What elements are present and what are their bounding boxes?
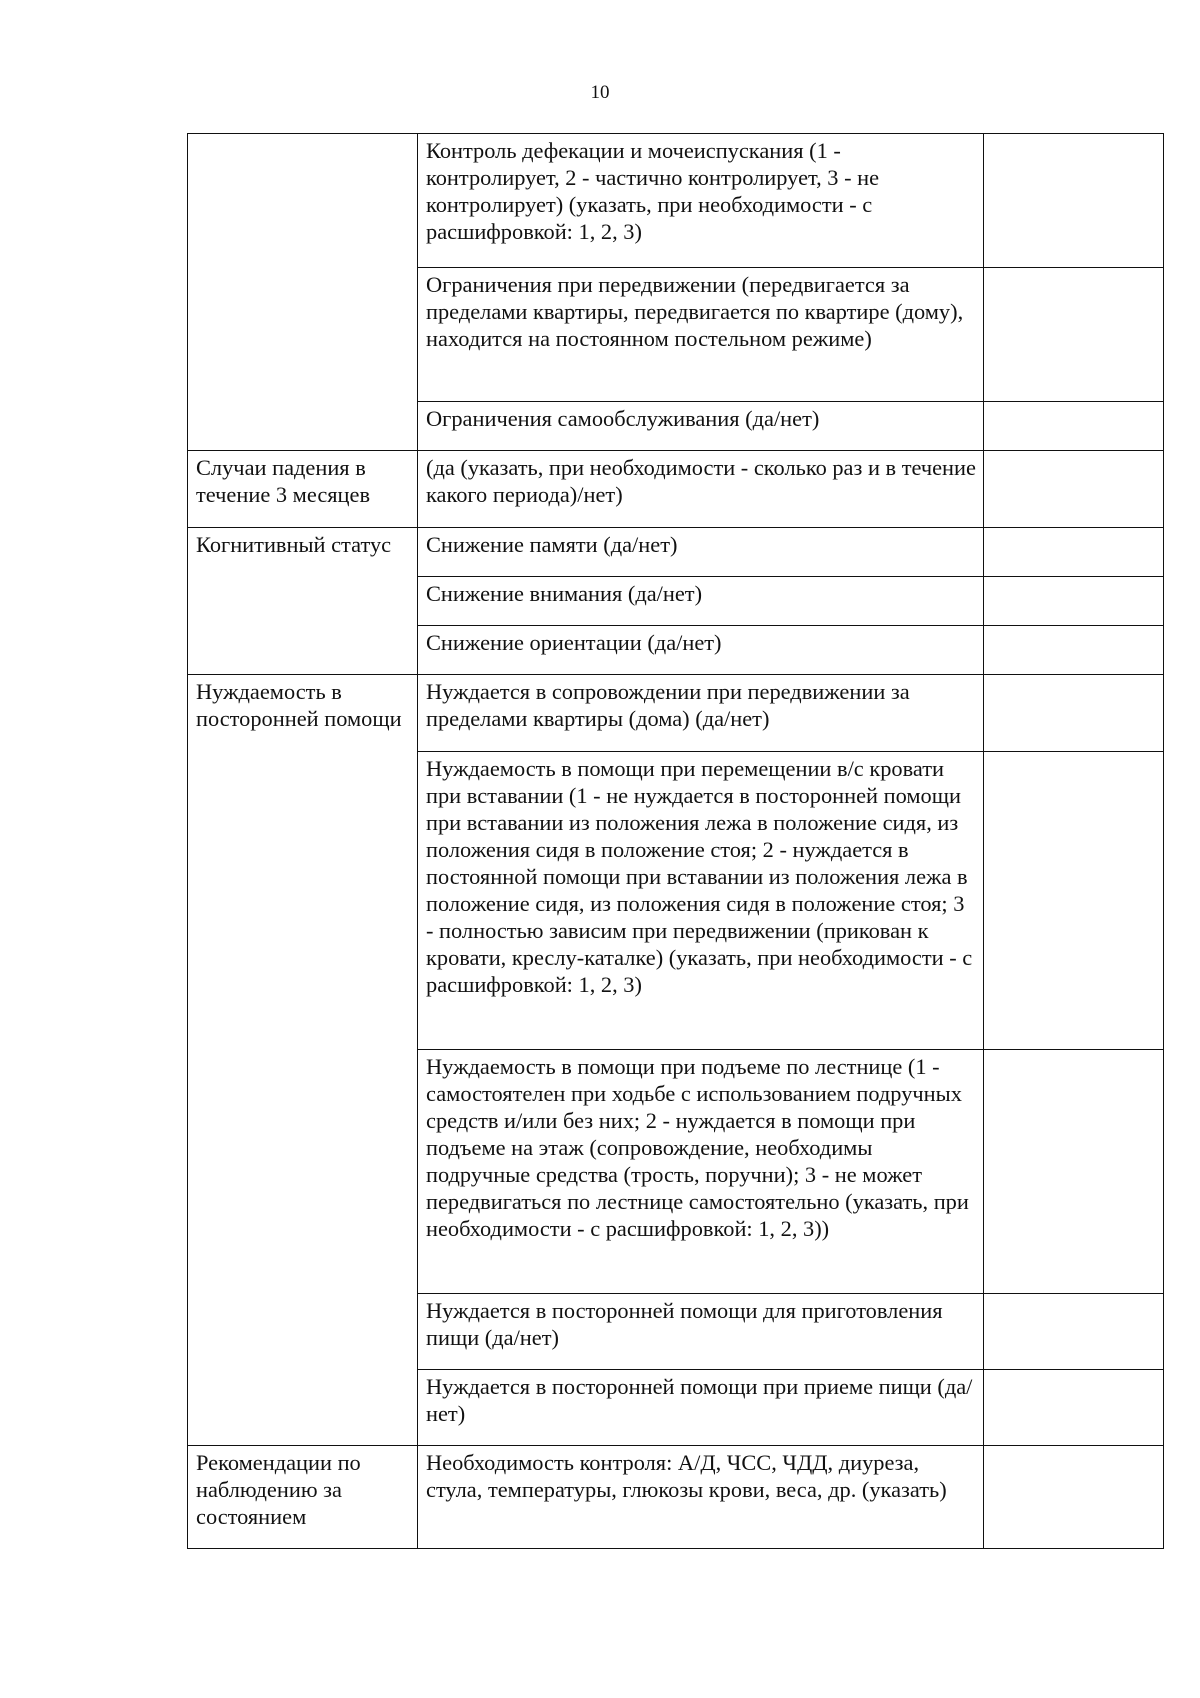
criterion-cell: Снижение памяти (да/нет) [418, 528, 984, 577]
value-cell[interactable] [984, 1446, 1164, 1549]
value-cell[interactable] [984, 528, 1164, 577]
value-cell[interactable] [984, 451, 1164, 528]
table-row [188, 528, 1164, 577]
value-cell[interactable] [984, 1370, 1164, 1446]
value-cell[interactable] [984, 402, 1164, 451]
criterion-cell: Нуждается в посторонней помощи при приеме пищи (да/нет) [418, 1370, 984, 1446]
criterion-cell: Ограничения самообслуживания (да/нет) [418, 402, 984, 451]
category-cell [188, 134, 418, 451]
value-cell[interactable] [984, 134, 1164, 268]
category-cell: Нуждаемость в посторонней помощи [188, 675, 418, 1446]
criterion-cell: Нуждается в сопровождении при передвижении за пределами квартиры (дома) (да/нет) [418, 675, 984, 752]
criterion-cell: Снижение ориентации (да/нет) [418, 626, 984, 675]
table-row [188, 134, 1164, 268]
criterion-cell: Снижение внимания (да/нет) [418, 577, 984, 626]
category-cell: Когнитивный статус [188, 528, 418, 675]
value-cell[interactable] [984, 577, 1164, 626]
criterion-cell: (да (указать, при необходимости - сколько раз и в течение какого периода)/нет) [418, 451, 984, 528]
category-cell: Рекомендации по наблюдению за состоянием [188, 1446, 418, 1549]
page-number: 10 [590, 82, 610, 103]
value-cell[interactable] [984, 675, 1164, 752]
assessment-table [187, 133, 1164, 1549]
criterion-cell: Контроль дефекации и мочеиспускания (1 - контролирует, 2 - частично контролирует, 3 - не контролирует) (указать, при необходимости - с расшифровкой: 1, 2, 3) [418, 134, 984, 268]
value-cell[interactable] [984, 626, 1164, 675]
table-row [188, 451, 1164, 528]
value-cell[interactable] [984, 752, 1164, 1050]
criterion-cell: Ограничения при передвижении (передвигается за пределами квартиры, передвигается по квартире (дому), находится на постоянном постельном режиме) [418, 268, 984, 402]
category-cell: Случаи падения в течение 3 месяцев [188, 451, 418, 528]
criterion-cell: Нуждаемость в помощи при подъеме по лестнице (1 - самостоятелен при ходьбе с использованием подручных средств и/или без них; 2 - нуждается в помощи при подъеме на этаж (сопровождение, необходимы подручные средства (трость, поручни); 3 - не может передвигаться по лестнице самостоятельно (указать, при необходимости - с расшифровкой: 1, 2, 3)) [418, 1050, 984, 1294]
table-row [188, 675, 1164, 752]
criterion-cell: Нуждаемость в помощи при перемещении в/с кровати при вставании (1 - не нуждается в посторонней помощи при вставании из положения лежа в положение сидя, из положения сидя в положение стоя; 2 - нуждается в постоянной помощи при вставании из положения лежа в положение сидя, из положения сидя в положение стоя; 3 - полностью зависим при передвижении (прикован к кровати, креслу-каталке) (указать, при необходимости - с расшифровкой: 1, 2, 3) [418, 752, 984, 1050]
criterion-cell: Нуждается в посторонней помощи для приготовления пищи (да/нет) [418, 1294, 984, 1370]
criterion-cell: Необходимость контроля: А/Д, ЧСС, ЧДД, диуреза, стула, температуры, глюкозы крови, веса, др. (указать) [418, 1446, 984, 1549]
value-cell[interactable] [984, 268, 1164, 402]
table-row [188, 1446, 1164, 1549]
value-cell[interactable] [984, 1050, 1164, 1294]
value-cell[interactable] [984, 1294, 1164, 1370]
